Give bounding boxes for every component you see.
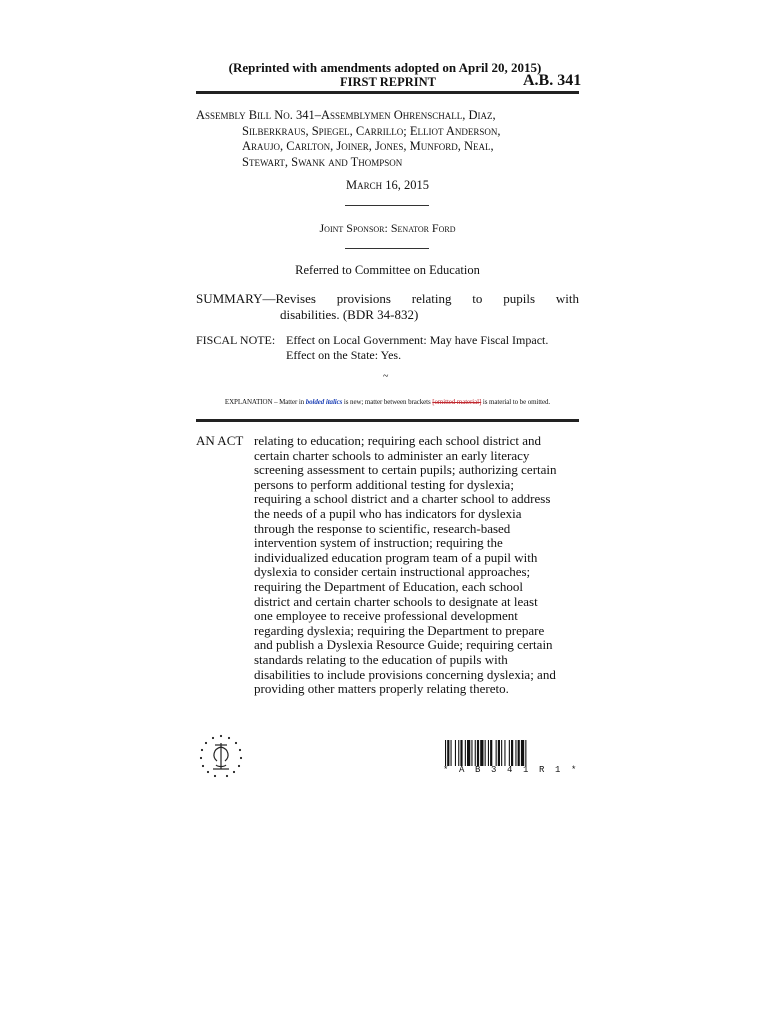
- explanation-suffix: is material to be omitted.: [482, 398, 551, 406]
- reprint-note: (Reprinted with amendments adopted on April 20, 2015): [228, 60, 542, 75]
- act-line: through the response to scientific, research-based: [254, 520, 511, 536]
- act-line: requiring a school district and a charter school to address: [254, 491, 551, 507]
- fiscal-note-state: Effect on the State: Yes.: [286, 348, 402, 362]
- summary-word: provisions: [336, 291, 391, 306]
- section-mark: ~: [383, 371, 389, 382]
- act-line: providing other matters properly relating thereto.: [254, 681, 509, 697]
- act-lead: AN ACT: [196, 433, 244, 448]
- fiscal-note-local: Effect on Local Government: May have Fiscal Impact.: [286, 333, 549, 347]
- first-reprint-label: FIRST REPRINT: [340, 75, 436, 89]
- act-line: screening assessment to certain pupils; authorizing certain: [254, 462, 557, 478]
- sponsors-line-4: Stewart, Swank and Thompson: [242, 154, 403, 169]
- summary-word: to: [472, 291, 483, 306]
- act-line: and publish a Dyslexia Resource Guide; requiring certain: [254, 637, 553, 653]
- sponsors-line-3: Araujo, Carlton, Joiner, Jones, Munford, Neal,: [242, 139, 494, 153]
- summary-label: SUMMARY—Revises: [196, 291, 316, 306]
- sponsor-divider: [345, 248, 429, 249]
- summary-line-2: disabilities. (BDR 34-832): [280, 307, 419, 322]
- act-line: certain charter schools to administer an early literacy: [254, 447, 530, 463]
- fiscal-note-label: FISCAL NOTE:: [196, 333, 276, 347]
- act-title: [196, 434, 579, 697]
- committee-referral: Referred to Committee on Education: [295, 263, 480, 277]
- explanation-prefix: EXPLANATION – Matter in: [224, 398, 305, 406]
- explanation-bolded: bolded italics: [305, 398, 343, 406]
- act-line: dyslexia to consider certain instructional approaches;: [254, 564, 531, 580]
- fiscal-note: [196, 333, 579, 363]
- joint-sponsor: Joint Sponsor: Senator Ford: [319, 221, 456, 235]
- summary-word: with: [555, 291, 579, 306]
- act-body: [254, 434, 579, 697]
- barcode-caption: * A B 3 4 1 R 1 *: [443, 765, 580, 775]
- explanation-omitted: [omitted material]: [432, 398, 482, 406]
- act-line: requiring the Department of Education, each school: [254, 578, 523, 594]
- bill-summary: [196, 291, 579, 323]
- bill-date: March 16, 2015: [346, 178, 429, 192]
- act-line: relating to education; requiring each school district and: [254, 433, 541, 448]
- act-rule: [196, 419, 579, 422]
- sponsors-line-1: Assembly Bill No. 341–Assemblymen Ohrenschall, Diaz,: [196, 108, 496, 122]
- nevada-seal-icon: [198, 733, 244, 779]
- summary-word: relating: [411, 291, 452, 306]
- act-line: one employee to receive professional development: [254, 608, 518, 624]
- date-divider: [345, 205, 429, 206]
- summary-word: pupils: [503, 291, 536, 306]
- explanation-middle: is new; matter between brackets: [343, 398, 431, 406]
- act-line: the needs of a pupil who has indicators for dyslexia: [254, 505, 522, 521]
- act-line: individualized education program team of a pupil with: [254, 549, 538, 565]
- summary-line-1: [196, 291, 579, 307]
- explanation-note: [196, 398, 579, 406]
- sponsors-line-2: Silberkraus, Spiegel, Carrillo; Elliot Anderson,: [242, 123, 501, 138]
- bill-sponsors: [196, 108, 579, 170]
- act-line: standards relating to the education of pupils with: [254, 651, 508, 667]
- barcode-icon: [445, 740, 577, 766]
- act-line: district and certain charter schools to designate at least: [254, 593, 538, 609]
- act-line: regarding dyslexia; requiring the Department to prepare: [254, 622, 545, 638]
- header-rule: [196, 91, 579, 94]
- act-line: disabilities to include provisions concerning dyslexia; and: [254, 666, 556, 682]
- act-line: persons to perform additional testing for dyslexia;: [254, 476, 514, 492]
- act-line: intervention system of instruction; requiring the: [254, 535, 503, 551]
- bill-number: A.B. 341: [523, 72, 582, 89]
